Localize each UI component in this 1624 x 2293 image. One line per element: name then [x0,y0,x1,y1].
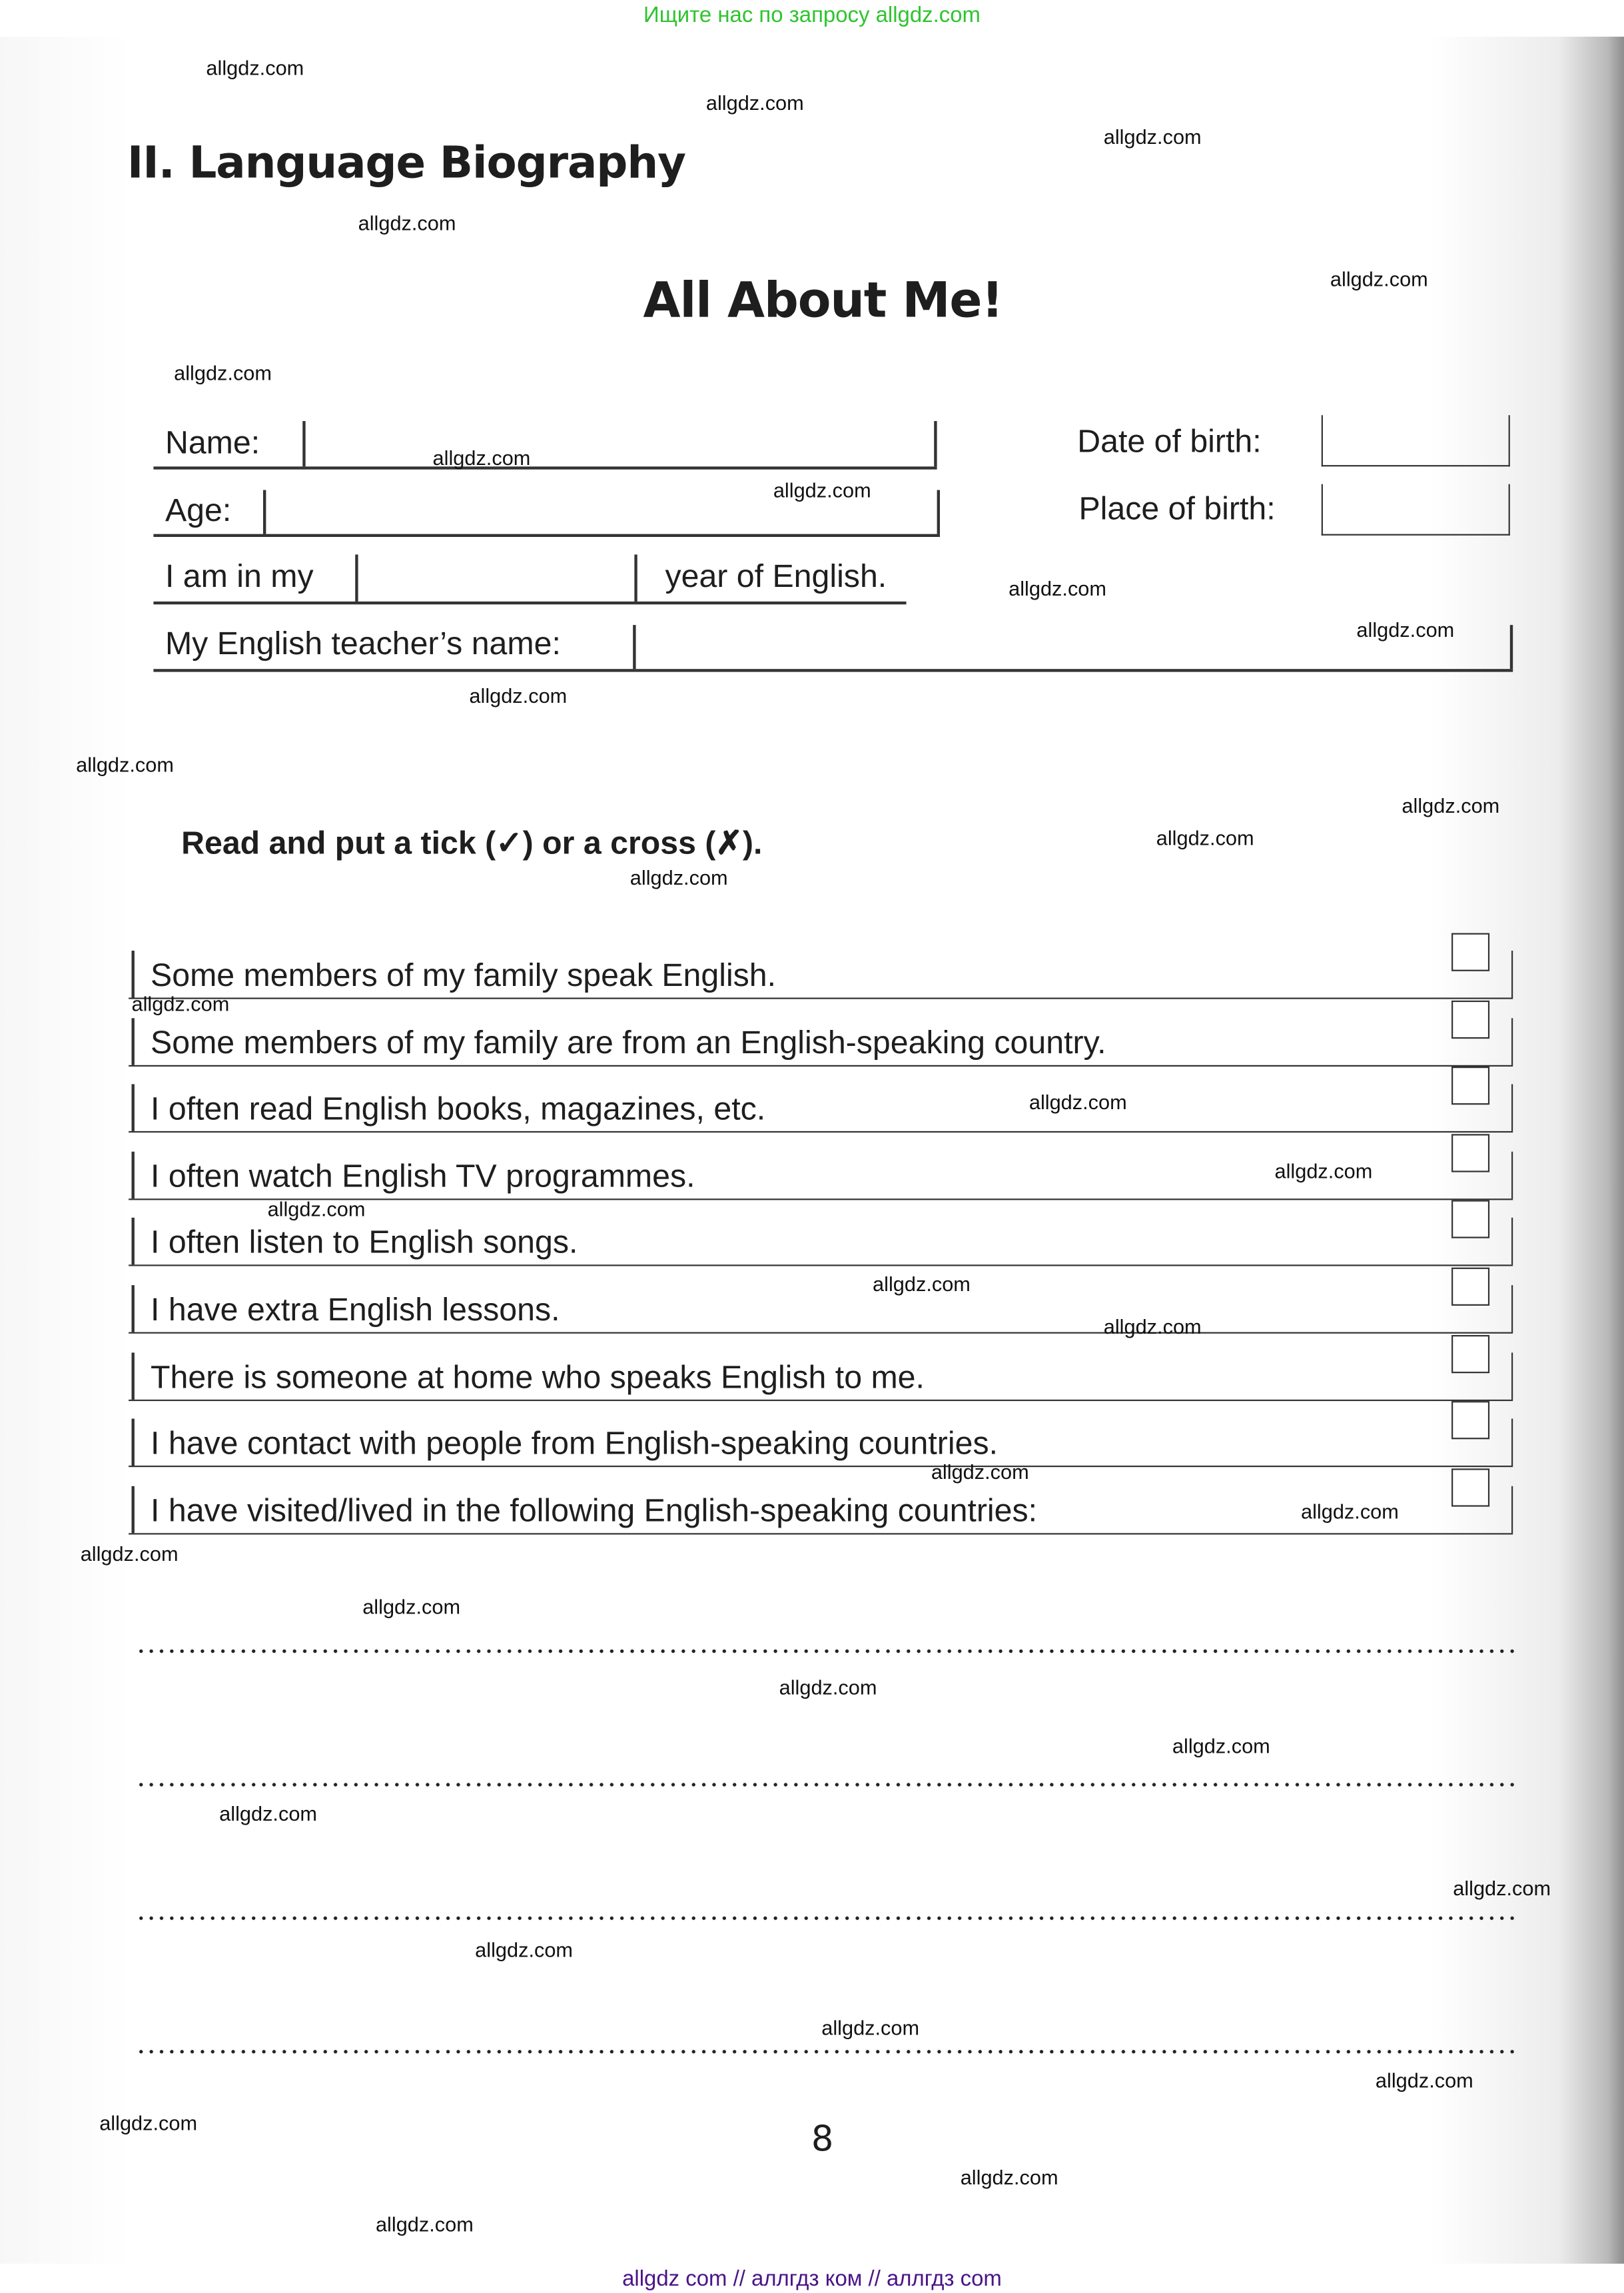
checkbox[interactable] [1451,1134,1489,1172]
watermark: allgdz.com [267,1196,366,1221]
row-left-border [131,1017,133,1064]
instruction: Read and put a tick (✓) or a cross (✗). [181,824,763,861]
checklist-statement: I have visited/lived in the following English-speaking countries: [151,1492,1038,1529]
checklist-statement: There is someone at home who speaks English to me. [151,1358,925,1395]
checkbox[interactable] [1451,1067,1489,1105]
watermark: allgdz.com [1453,1876,1551,1900]
dotted-answer-line[interactable] [136,1649,1516,1653]
row-right-border [1511,951,1513,997]
checkbox[interactable] [1451,1334,1489,1372]
checkbox[interactable] [1451,1468,1489,1506]
row-left-border [131,1085,133,1131]
watermark: allgdz.com [1103,1314,1202,1338]
checkbox[interactable] [1451,1402,1489,1440]
checklist-row [129,1067,1513,1133]
row-left-border [131,1352,133,1399]
footer-links[interactable]: allgdz com // аллгдз ком // аллгдз com [622,2266,1002,2292]
watermark: allgdz.com [219,1801,318,1825]
row-right-border [1511,1151,1513,1198]
watermark: allgdz.com [705,91,804,115]
checkbox[interactable] [1451,1000,1489,1038]
checklist-row [129,1334,1513,1400]
watermark: allgdz.com [206,55,304,79]
place-of-birth-label: Place of birth: [1078,490,1276,527]
year-prefix-label: I am in my [165,557,314,594]
name-label: Name: [165,424,260,461]
section-title: II. Language Biography [127,138,685,190]
year-suffix-label: year of English. [665,557,887,594]
checkbox[interactable] [1451,1268,1489,1306]
checklist-statement: I have extra English lessons. [151,1290,560,1328]
watermark: allgdz.com [358,211,456,235]
page-number: 8 [811,2118,834,2160]
checklist-statement: I often listen to English songs. [151,1224,578,1261]
watermark: allgdz.com [1330,266,1428,291]
row-left-border [131,1218,133,1265]
checklist-row [129,1000,1513,1066]
watermark: allgdz.com [1402,793,1500,817]
checklist-row [129,933,1513,999]
watermark: allgdz.com [821,2015,920,2040]
teacher-name-field[interactable] [153,669,1513,671]
date-of-birth-field[interactable] [1322,415,1510,466]
checklist-statement: Some members of my family speak English. [151,956,777,993]
watermark: allgdz.com [174,360,272,384]
row-right-border [1511,1285,1513,1332]
row-right-border [1511,1218,1513,1265]
checklist-row [129,1402,1513,1468]
watermark: allgdz.com [960,2165,1058,2189]
checklist-statement: I have contact with people from English-speaking countries. [151,1424,999,1462]
row-right-border [1511,1352,1513,1399]
row-right-border [1511,1419,1513,1466]
dotted-answer-line[interactable] [136,1783,1516,1787]
checkbox[interactable] [1451,933,1489,971]
age-field[interactable] [153,534,940,536]
row-left-border [131,1151,133,1198]
year-divider-left [355,554,357,601]
age-label: Age: [165,491,232,528]
watermark: allgdz.com [873,1272,971,1296]
row-left-border [131,951,133,997]
watermark: allgdz.com [131,991,230,1015]
year-line [153,602,906,604]
row-left-border [131,1486,133,1532]
teacher-field-right [1510,625,1512,669]
teacher-divider [633,625,635,669]
watermark: allgdz.com [629,865,728,889]
watermark: allgdz.com [773,478,871,502]
watermark: allgdz.com [1156,825,1254,850]
teacher-name-label: My English teacher’s name: [165,625,561,662]
watermark: allgdz.com [469,684,568,707]
year-field[interactable] [358,554,635,601]
watermark: allgdz.com [1274,1158,1373,1182]
row-right-border [1511,1085,1513,1131]
age-divider [263,490,265,534]
watermark: allgdz.com [475,1938,574,1962]
watermark: allgdz.com [80,1542,179,1566]
dotted-answer-line[interactable] [136,1916,1516,1921]
watermark: allgdz.com [432,446,531,470]
row-left-border [131,1285,133,1332]
watermark: allgdz.com [931,1460,1029,1484]
name-divider [302,421,304,466]
checkbox[interactable] [1451,1200,1489,1238]
watermark: allgdz.com [779,1675,877,1699]
name-field-right [934,421,936,466]
watermark: allgdz.com [1301,1499,1399,1523]
place-of-birth-field[interactable] [1322,484,1510,536]
watermark: allgdz.com [99,2110,198,2135]
checklist-statement: I often read English books, magazines, etc. [151,1090,766,1127]
checklist-row [129,1268,1513,1334]
row-right-border [1511,1017,1513,1064]
dotted-answer-line[interactable] [136,2049,1516,2054]
top-banner[interactable]: Ищите нас по запросу allgdz.com [643,3,981,28]
date-of-birth-label: Date of birth: [1077,422,1262,460]
watermark: allgdz.com [1356,618,1455,642]
watermark: allgdz.com [76,752,174,776]
checklist-statement: Some members of my family are from an English-speaking country. [151,1023,1106,1061]
watermark: allgdz.com [375,2212,474,2236]
page-title: All About Me! [643,271,1003,329]
watermark: allgdz.com [1028,1090,1127,1114]
watermark: allgdz.com [1103,125,1202,149]
name-field[interactable] [153,466,937,468]
row-left-border [131,1419,133,1466]
row-right-border [1511,1486,1513,1532]
watermark: allgdz.com [1172,1734,1270,1758]
watermark: allgdz.com [1375,2068,1473,2092]
watermark: allgdz.com [362,1594,461,1619]
year-divider-right [634,554,636,601]
checklist-statement: I often watch English TV programmes. [151,1157,695,1194]
age-field-right [937,490,939,534]
watermark: allgdz.com [1009,576,1106,600]
